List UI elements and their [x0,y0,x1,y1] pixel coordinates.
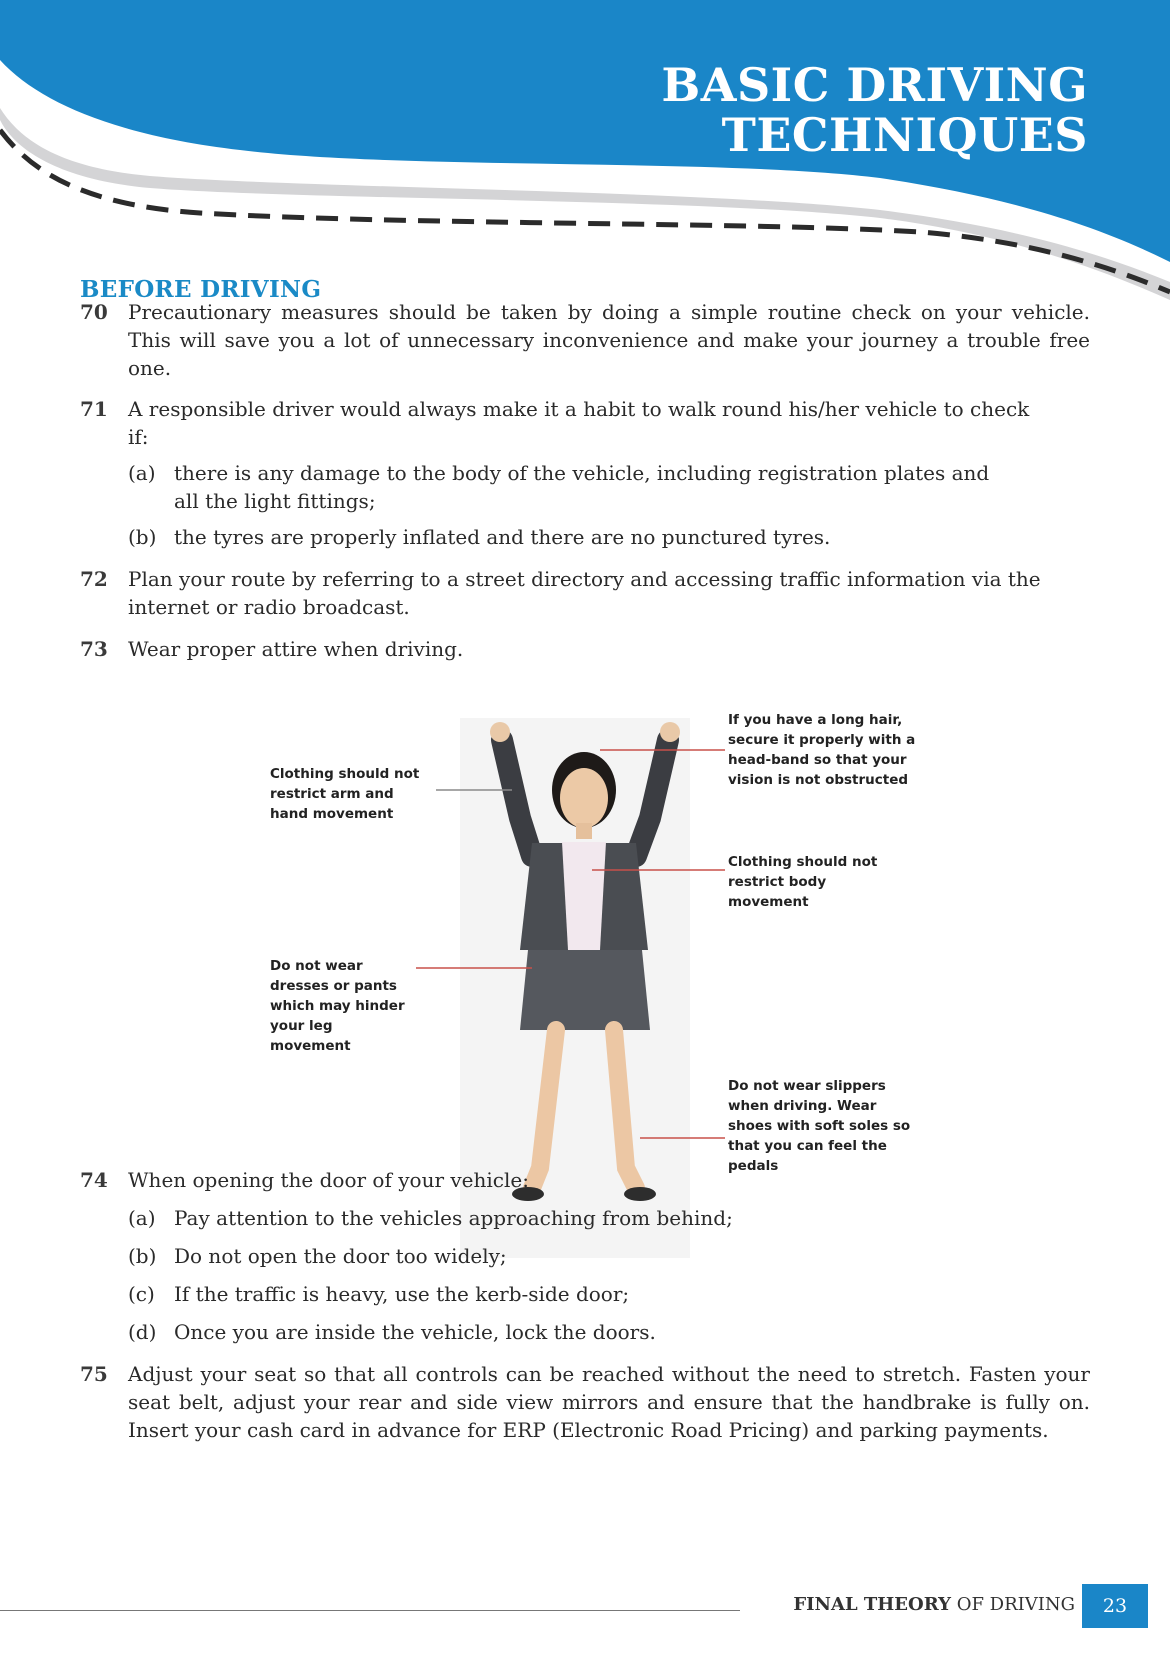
list-label: (d) [128,1320,157,1344]
list-item-74d [128,1318,1058,1346]
title-line-1: BASIC DRIVING [661,58,1088,112]
list-label: (b) [128,1244,157,1268]
list-text: Once you are inside the vehicle, lock the doors. [174,1320,656,1344]
list-label: (a) [128,1206,156,1230]
paragraph-number: 73 [80,637,108,661]
paragraph-text: When opening the door of your vehicle: [128,1168,529,1192]
list-label: (b) [128,525,157,549]
caption-long-hair: If you have a long hair, secure it properly with a head-band so that your vision is not obstructed [728,712,916,788]
page-title [568,60,1088,160]
list-text: If the traffic is heavy, use the kerb-side door; [174,1282,630,1306]
caption-shoes: Do not wear slippers when driving. Wear shoes with soft soles so that you can feel the pedals [728,1078,911,1174]
paragraph-text: Adjust your seat so that all controls can be reached without the need to stretch. Fasten your seat belt, adjust your rear and side view mirrors and ensure that the handbrake is fully on. Insert your cash card in advance for ERP (Electronic Road Pricing) and parking payments. [128,1362,1090,1442]
list-item-74b [128,1242,1058,1270]
paragraph-70 [80,298,1090,382]
paragraph-73 [80,635,1090,663]
list-item-74c [128,1280,1058,1308]
list-label: (c) [128,1282,155,1306]
list-text: Pay attention to the vehicles approaching from behind; [174,1206,733,1230]
footer-rule [0,1610,740,1611]
page-number: 23 [1082,1584,1148,1628]
paragraph-number: 74 [80,1168,108,1192]
list-label: (a) [128,461,156,485]
title-line-2: TECHNIQUES [721,108,1088,162]
paragraph-text: Precautionary measures should be taken by doing a simple routine check on your vehicle. This will save you a lot of unnecessary inconvenience and make your journey a trouble free one. [128,300,1090,380]
caption-arm-movement: Clothing should not restrict arm and hand movement [270,766,420,822]
paragraph-number: 71 [80,397,108,421]
footer-title-bold: FINAL THEORY [793,1594,951,1615]
list-item-74a [128,1204,1058,1232]
paragraph-text: Plan your route by referring to a street directory and accessing traffic information via the internet or radio broadcast. [128,567,1041,619]
paragraph-number: 72 [80,567,108,591]
caption-body-movement: Clothing should not restrict body movement [728,854,878,910]
list-item-71a [128,459,1008,515]
paragraph-75 [80,1360,1090,1444]
paragraph-74 [80,1166,1090,1194]
footer-title-rest: OF DRIVING [950,1594,1075,1615]
section-heading: BEFORE DRIVING [80,276,322,303]
list-text: the tyres are properly inflated and there are no punctured tyres. [174,525,831,549]
paragraph-72 [80,565,1090,621]
list-text: Do not open the door too widely; [174,1244,507,1268]
paragraph-text: Wear proper attire when driving. [128,637,464,661]
paragraph-number: 70 [80,300,108,324]
list-item-71b [128,523,1058,551]
list-text: there is any damage to the body of the vehicle, including registration plates and all the light fittings; [174,461,990,513]
caption-leg-movement: Do not wear dresses or pants which may hinder your leg movement [270,958,405,1054]
paragraph-71 [80,395,1090,451]
paragraph-number: 75 [80,1362,108,1386]
footer-book-title [793,1594,1075,1615]
paragraph-text: A responsible driver would always make it a habit to walk round his/her vehicle to check if: [128,397,1030,449]
